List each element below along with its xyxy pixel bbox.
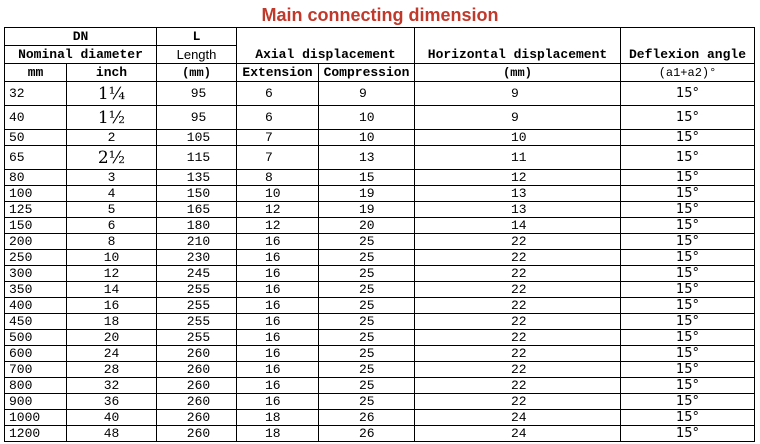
- table-row: [5, 362, 755, 378]
- header-deflexion-angle: Deflexion angle: [621, 28, 755, 64]
- cell-inch: 2: [67, 130, 157, 146]
- cell-angle: 15°: [621, 330, 755, 346]
- table-row: [5, 282, 755, 298]
- cell-compression: 9: [319, 82, 415, 106]
- cell-compression: 13: [319, 146, 415, 170]
- cell-mm: 400: [5, 298, 67, 314]
- cell-mm: 80: [5, 170, 67, 186]
- cell-extension: 16: [237, 362, 319, 378]
- cell-mm: 500: [5, 330, 67, 346]
- cell-length: 150: [157, 186, 237, 202]
- cell-inch: 1½: [67, 106, 157, 130]
- header-mm: mm: [5, 64, 67, 82]
- table-row: [5, 330, 755, 346]
- cell-angle: 15°: [621, 298, 755, 314]
- table-row: [5, 130, 755, 146]
- table-row: [5, 202, 755, 218]
- header-deflexion-unit: (a1+a2)°: [621, 64, 755, 82]
- cell-inch: 3: [67, 170, 157, 186]
- cell-extension: 12: [237, 218, 319, 234]
- cell-compression: 19: [319, 202, 415, 218]
- cell-inch: 2½: [67, 146, 157, 170]
- cell-length: 255: [157, 298, 237, 314]
- table-body: [5, 82, 755, 442]
- header-compression: Compression: [319, 64, 415, 82]
- cell-length: 260: [157, 426, 237, 442]
- cell-compression: 26: [319, 410, 415, 426]
- cell-inch: 8: [67, 234, 157, 250]
- cell-horizontal: 22: [415, 298, 621, 314]
- cell-length: 165: [157, 202, 237, 218]
- cell-compression: 25: [319, 250, 415, 266]
- cell-extension: 16: [237, 378, 319, 394]
- cell-inch: 12: [67, 266, 157, 282]
- cell-angle: 15°: [621, 218, 755, 234]
- cell-length: 230: [157, 250, 237, 266]
- cell-extension: 6: [237, 82, 319, 106]
- cell-compression: 20: [319, 218, 415, 234]
- cell-mm: 700: [5, 362, 67, 378]
- cell-horizontal: 22: [415, 250, 621, 266]
- cell-compression: 25: [319, 394, 415, 410]
- cell-mm: 65: [5, 146, 67, 170]
- cell-inch: 48: [67, 426, 157, 442]
- cell-mm: 250: [5, 250, 67, 266]
- cell-horizontal: 24: [415, 410, 621, 426]
- header-length-l: L: [157, 28, 237, 46]
- cell-mm: 800: [5, 378, 67, 394]
- cell-length: 260: [157, 394, 237, 410]
- cell-angle: 15°: [621, 378, 755, 394]
- cell-extension: 16: [237, 282, 319, 298]
- cell-length: 260: [157, 362, 237, 378]
- cell-angle: 15°: [621, 394, 755, 410]
- cell-inch: 24: [67, 346, 157, 362]
- cell-inch: 1¼: [67, 82, 157, 106]
- cell-horizontal: 22: [415, 234, 621, 250]
- cell-inch: 4: [67, 186, 157, 202]
- cell-inch: 40: [67, 410, 157, 426]
- cell-length: 135: [157, 170, 237, 186]
- cell-compression: 25: [319, 282, 415, 298]
- cell-horizontal: 14: [415, 218, 621, 234]
- table-title: Main connecting dimension: [261, 5, 499, 25]
- cell-mm: 150: [5, 218, 67, 234]
- cell-horizontal: 22: [415, 330, 621, 346]
- cell-extension: 16: [237, 346, 319, 362]
- header-axial-displacement: Axial displacement: [237, 28, 415, 64]
- cell-mm: 1000: [5, 410, 67, 426]
- table-row: [5, 146, 755, 170]
- header-extension: Extension: [237, 64, 319, 82]
- cell-extension: 7: [237, 130, 319, 146]
- cell-horizontal: 9: [415, 106, 621, 130]
- cell-mm: 450: [5, 314, 67, 330]
- cell-inch: 28: [67, 362, 157, 378]
- cell-inch: 5: [67, 202, 157, 218]
- cell-compression: 25: [319, 266, 415, 282]
- cell-extension: 16: [237, 250, 319, 266]
- cell-mm: 1200: [5, 426, 67, 442]
- cell-horizontal: 11: [415, 146, 621, 170]
- cell-length: 260: [157, 410, 237, 426]
- cell-extension: 16: [237, 234, 319, 250]
- table-header: [5, 28, 755, 82]
- cell-angle: 15°: [621, 106, 755, 130]
- cell-compression: 25: [319, 330, 415, 346]
- cell-mm: 32: [5, 82, 67, 106]
- cell-horizontal: 22: [415, 394, 621, 410]
- cell-inch: 32: [67, 378, 157, 394]
- cell-length: 255: [157, 282, 237, 298]
- cell-compression: 10: [319, 106, 415, 130]
- cell-horizontal: 24: [415, 426, 621, 442]
- cell-extension: 16: [237, 266, 319, 282]
- cell-angle: 15°: [621, 234, 755, 250]
- cell-inch: 36: [67, 394, 157, 410]
- cell-length: 105: [157, 130, 237, 146]
- cell-extension: 12: [237, 202, 319, 218]
- table-row: [5, 410, 755, 426]
- cell-mm: 100: [5, 186, 67, 202]
- cell-mm: 40: [5, 106, 67, 130]
- cell-mm: 900: [5, 394, 67, 410]
- cell-horizontal: 22: [415, 282, 621, 298]
- table-row: [5, 170, 755, 186]
- cell-angle: 15°: [621, 410, 755, 426]
- cell-inch: 6: [67, 218, 157, 234]
- cell-length: 180: [157, 218, 237, 234]
- cell-angle: 15°: [621, 82, 755, 106]
- cell-angle: 15°: [621, 362, 755, 378]
- cell-extension: 16: [237, 394, 319, 410]
- cell-extension: 6: [237, 106, 319, 130]
- cell-length: 95: [157, 82, 237, 106]
- cell-mm: 50: [5, 130, 67, 146]
- table-row: [5, 394, 755, 410]
- dimension-table: [4, 27, 755, 442]
- cell-inch: 10: [67, 250, 157, 266]
- cell-length: 95: [157, 106, 237, 130]
- header-length-unit: (mm): [157, 64, 237, 82]
- cell-horizontal: 22: [415, 266, 621, 282]
- cell-compression: 25: [319, 298, 415, 314]
- cell-inch: 16: [67, 298, 157, 314]
- cell-compression: 25: [319, 314, 415, 330]
- cell-mm: 125: [5, 202, 67, 218]
- cell-compression: 25: [319, 378, 415, 394]
- cell-compression: 10: [319, 130, 415, 146]
- cell-compression: 25: [319, 234, 415, 250]
- cell-extension: 7: [237, 146, 319, 170]
- cell-extension: 18: [237, 410, 319, 426]
- cell-angle: 15°: [621, 202, 755, 218]
- table-row: [5, 250, 755, 266]
- cell-inch: 18: [67, 314, 157, 330]
- cell-horizontal: 22: [415, 362, 621, 378]
- cell-extension: 8: [237, 170, 319, 186]
- cell-compression: 15: [319, 170, 415, 186]
- cell-angle: 15°: [621, 170, 755, 186]
- table-row: [5, 218, 755, 234]
- cell-compression: 25: [319, 362, 415, 378]
- cell-mm: 200: [5, 234, 67, 250]
- cell-angle: 15°: [621, 130, 755, 146]
- cell-length: 245: [157, 266, 237, 282]
- cell-length: 260: [157, 346, 237, 362]
- cell-mm: 350: [5, 282, 67, 298]
- cell-extension: 10: [237, 186, 319, 202]
- table-row: [5, 346, 755, 362]
- cell-compression: 19: [319, 186, 415, 202]
- cell-inch: 20: [67, 330, 157, 346]
- cell-length: 255: [157, 330, 237, 346]
- cell-angle: 15°: [621, 250, 755, 266]
- cell-horizontal: 22: [415, 346, 621, 362]
- cell-angle: 15°: [621, 266, 755, 282]
- cell-angle: 15°: [621, 426, 755, 442]
- cell-compression: 25: [319, 346, 415, 362]
- header-inch: inch: [67, 64, 157, 82]
- cell-horizontal: 13: [415, 202, 621, 218]
- cell-mm: 600: [5, 346, 67, 362]
- table-row: [5, 106, 755, 130]
- cell-horizontal: 10: [415, 130, 621, 146]
- cell-angle: 15°: [621, 282, 755, 298]
- cell-extension: 16: [237, 330, 319, 346]
- cell-horizontal: 12: [415, 170, 621, 186]
- cell-horizontal: 13: [415, 186, 621, 202]
- cell-length: 260: [157, 378, 237, 394]
- cell-compression: 26: [319, 426, 415, 442]
- cell-length: 255: [157, 314, 237, 330]
- cell-angle: 15°: [621, 146, 755, 170]
- header-horizontal-unit: (mm): [415, 64, 621, 82]
- table-row: [5, 378, 755, 394]
- cell-extension: 18: [237, 426, 319, 442]
- cell-mm: 300: [5, 266, 67, 282]
- cell-horizontal: 22: [415, 378, 621, 394]
- table-row: [5, 186, 755, 202]
- cell-extension: 16: [237, 314, 319, 330]
- table-row: [5, 298, 755, 314]
- cell-extension: 16: [237, 298, 319, 314]
- table-row: [5, 314, 755, 330]
- table-row: [5, 266, 755, 282]
- cell-length: 115: [157, 146, 237, 170]
- cell-angle: 15°: [621, 186, 755, 202]
- cell-angle: 15°: [621, 346, 755, 362]
- header-horizontal-displacement: Horizontal displacement: [415, 28, 621, 64]
- table-row: [5, 82, 755, 106]
- table-row: [5, 426, 755, 442]
- cell-inch: 14: [67, 282, 157, 298]
- cell-angle: 15°: [621, 314, 755, 330]
- table-row: [5, 234, 755, 250]
- header-length: Length: [157, 46, 237, 64]
- cell-horizontal: 9: [415, 82, 621, 106]
- header-dn: DN: [5, 28, 157, 46]
- cell-length: 210: [157, 234, 237, 250]
- cell-horizontal: 22: [415, 314, 621, 330]
- header-nominal-diameter: Nominal diameter: [5, 46, 157, 64]
